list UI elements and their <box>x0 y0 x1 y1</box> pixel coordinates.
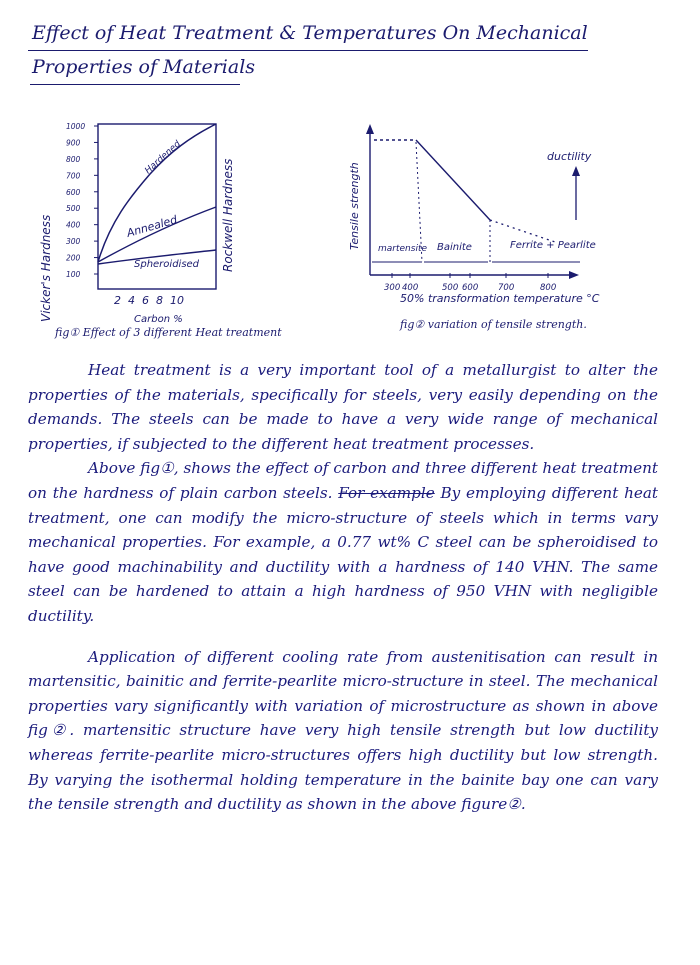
body-text <box>28 358 658 817</box>
fig2-x-tick-label: 700 <box>498 283 515 293</box>
page-title-line-2: Properties of Materials <box>32 56 256 78</box>
figure-1-caption: fig① Effect of 3 different Heat treatment <box>55 326 282 339</box>
fig2-bainite-strength-line <box>416 140 490 220</box>
fig1-x-ticks <box>114 294 184 307</box>
figure-2-caption: fig② variation of tensile strength. <box>400 318 587 331</box>
fig1-label-annealed: Annealed <box>125 213 179 240</box>
fig1-y-tick-label: 100 <box>66 270 81 279</box>
fig2-region-ferrite-pearlite: Ferrite + Pearlite <box>510 240 596 251</box>
fig2-x-tick-label: 600 <box>462 283 479 293</box>
fig2-pearlite-strength-line <box>490 220 555 242</box>
title-underline-2 <box>30 84 240 85</box>
paragraph-2-strikethrough: For example <box>338 483 435 502</box>
fig1-y-left-label: Vicker's Hardness <box>39 214 53 322</box>
fig1-y-ticks <box>66 122 98 279</box>
fig2-region-martensite: martensite <box>378 244 428 254</box>
fig2-ductility-label: ductility <box>547 150 592 163</box>
fig1-y-tick-label: 300 <box>66 237 81 247</box>
fig1-x-tick-label: 2 <box>114 294 121 307</box>
fig1-y-tick-label: 700 <box>66 171 81 181</box>
page-title-line-1: Effect of Heat Treatment & Temperatures On Mechanical <box>32 22 588 44</box>
fig1-y-tick-label: 900 <box>66 138 81 148</box>
fig2-y-label: Tensile strength <box>348 162 361 250</box>
fig2-x-tick-label: 400 <box>402 283 419 293</box>
paragraph-2-part-a: Above fig①, shows the effect of carbon and three different heat treatment on the hardness of plain carbon steels. <box>28 459 658 502</box>
fig1-curve-annealed <box>98 207 216 262</box>
paragraph-3: Application of different cooling rate from austenitisation can result in martensitic, bainitic and ferrite-pearlite micro-structure in steel. The mechanical properties vary significantly with variation of microstructure as shown in above fig②. martensitic structure have very high tensile strength but low ductility whereas ferrite-pearlite micro-structures offers high ductility but low strength. By varying the isothermal holding temperature in the bainite bay one can vary the tensile strength and ductility as shown in the above figure②. <box>28 647 658 814</box>
fig2-region-bainite: Bainite <box>437 242 472 253</box>
fig1-y-tick-label: 400 <box>66 220 81 230</box>
fig1-label-hardened: Hardened <box>143 139 183 177</box>
paragraph-2-part-b: By employing different heat treatment, one can modify the micro-structure of steels which in terms vary mechanical properties. For example, a 0.77 wt% C steel can be spheroidised to have good machinability and ductility with a hardness of 140 VHN. The same steel can be hardened to attain a high hardness of 950 VHN with negligible ductility. <box>28 483 659 625</box>
fig1-x-tick-label: 4 <box>128 294 135 307</box>
fig1-y-right-label: Rockwell Hardness <box>221 158 235 272</box>
fig1-label-spheroidised: Spheroidised <box>134 259 200 270</box>
figure-1-hardness-plot <box>30 112 290 330</box>
fig1-x-tick-label: 8 <box>156 294 163 307</box>
fig1-y-tick-label: 600 <box>66 187 81 197</box>
title-underline-1 <box>28 50 588 51</box>
fig2-x-tick-label: 500 <box>442 283 459 293</box>
fig2-x-label: 50% transformation temperature °C <box>400 292 600 305</box>
fig1-x-label: Carbon % <box>134 314 183 325</box>
paragraph-2 <box>28 456 658 628</box>
fig1-y-tick-label: 1000 <box>66 122 86 131</box>
fig2-x-tick-label: 800 <box>540 283 557 293</box>
fig2-x-ticks <box>384 273 556 293</box>
paragraph-1: Heat treatment is a very important tool of a metallurgist to alter the properties of the materials, specifically for steels, very easily depending on the demands. The steels can be made to have a very wide range of mechanical properties, if subjected to the different heat treatment processes. <box>28 361 658 453</box>
fig1-x-tick-label: 10 <box>170 294 184 307</box>
fig2-x-tick-label: 300 <box>384 283 401 293</box>
figure-2-tensile-strength-plot <box>340 120 690 315</box>
fig1-x-tick-label: 6 <box>142 294 149 307</box>
fig1-y-tick-label: 200 <box>66 253 81 263</box>
fig1-curve-hardened <box>98 124 216 262</box>
fig1-y-tick-label: 800 <box>66 154 81 164</box>
fig1-y-tick-label: 500 <box>66 204 81 214</box>
